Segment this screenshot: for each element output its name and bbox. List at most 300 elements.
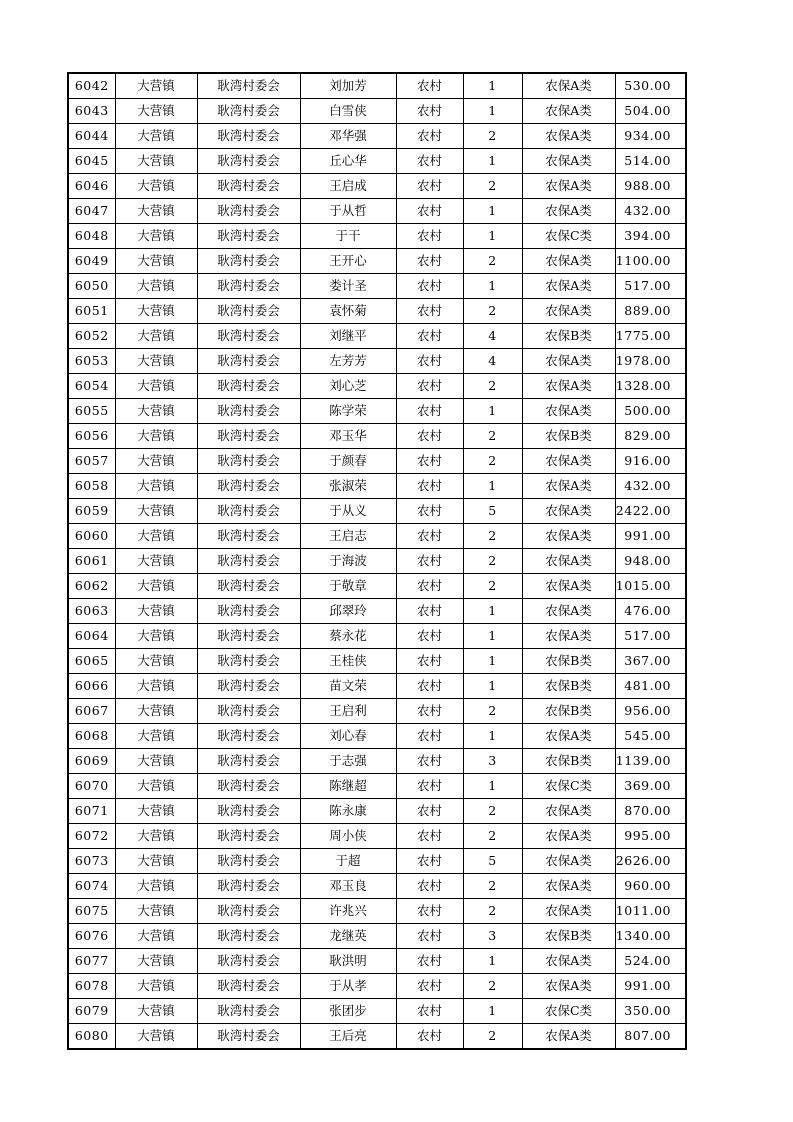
amount-cell: 504.00 [615, 99, 686, 124]
town-cell: 大营镇 [115, 199, 197, 224]
amount-cell: 807.00 [615, 1024, 686, 1050]
household-count-cell: 1 [463, 599, 522, 624]
household-count-cell: 2 [463, 799, 522, 824]
village-committee-cell: 耿湾村委会 [197, 899, 300, 924]
amount-cell: 988.00 [615, 174, 686, 199]
insurance-category-cell: 农保B类 [522, 699, 615, 724]
person-name-cell: 苗文荣 [300, 674, 396, 699]
person-name-cell: 邓玉良 [300, 874, 396, 899]
row-id-cell: 6053 [68, 349, 115, 374]
household-count-cell: 1 [463, 99, 522, 124]
amount-cell: 545.00 [615, 724, 686, 749]
table-row [68, 899, 686, 924]
table-row [68, 424, 686, 449]
town-cell: 大营镇 [115, 999, 197, 1024]
row-id-cell: 6050 [68, 274, 115, 299]
town-cell: 大营镇 [115, 424, 197, 449]
residence-type-cell: 农村 [396, 499, 463, 524]
amount-cell: 1328.00 [615, 374, 686, 399]
village-committee-cell: 耿湾村委会 [197, 774, 300, 799]
town-cell: 大营镇 [115, 324, 197, 349]
table-row [68, 149, 686, 174]
table-row [68, 199, 686, 224]
person-name-cell: 刘心芝 [300, 374, 396, 399]
row-id-cell: 6052 [68, 324, 115, 349]
person-name-cell: 张团步 [300, 999, 396, 1024]
residence-type-cell: 农村 [396, 674, 463, 699]
row-id-cell: 6069 [68, 749, 115, 774]
residence-type-cell: 农村 [396, 799, 463, 824]
amount-cell: 530.00 [615, 73, 686, 99]
village-committee-cell: 耿湾村委会 [197, 999, 300, 1024]
person-name-cell: 娄计圣 [300, 274, 396, 299]
household-count-cell: 1 [463, 199, 522, 224]
residence-type-cell: 农村 [396, 274, 463, 299]
village-committee-cell: 耿湾村委会 [197, 849, 300, 874]
person-name-cell: 于从义 [300, 499, 396, 524]
town-cell: 大营镇 [115, 774, 197, 799]
row-id-cell: 6060 [68, 524, 115, 549]
row-id-cell: 6057 [68, 449, 115, 474]
residence-type-cell: 农村 [396, 99, 463, 124]
residence-type-cell: 农村 [396, 424, 463, 449]
town-cell: 大营镇 [115, 649, 197, 674]
table-row [68, 99, 686, 124]
household-count-cell: 2 [463, 574, 522, 599]
row-id-cell: 6074 [68, 874, 115, 899]
amount-cell: 1015.00 [615, 574, 686, 599]
residence-type-cell: 农村 [396, 124, 463, 149]
residence-type-cell: 农村 [396, 449, 463, 474]
amount-cell: 870.00 [615, 799, 686, 824]
household-count-cell: 1 [463, 674, 522, 699]
table-row [68, 274, 686, 299]
village-committee-cell: 耿湾村委会 [197, 674, 300, 699]
village-committee-cell: 耿湾村委会 [197, 599, 300, 624]
village-committee-cell: 耿湾村委会 [197, 524, 300, 549]
town-cell: 大营镇 [115, 924, 197, 949]
residence-type-cell: 农村 [396, 524, 463, 549]
person-name-cell: 邱翠玲 [300, 599, 396, 624]
row-id-cell: 6068 [68, 724, 115, 749]
row-id-cell: 6042 [68, 73, 115, 99]
row-id-cell: 6077 [68, 949, 115, 974]
person-name-cell: 龙继英 [300, 924, 396, 949]
village-committee-cell: 耿湾村委会 [197, 349, 300, 374]
amount-cell: 432.00 [615, 474, 686, 499]
insurance-category-cell: 农保A类 [522, 599, 615, 624]
town-cell: 大营镇 [115, 724, 197, 749]
insurance-category-cell: 农保B类 [522, 649, 615, 674]
row-id-cell: 6066 [68, 674, 115, 699]
household-count-cell: 3 [463, 924, 522, 949]
amount-cell: 934.00 [615, 124, 686, 149]
insurance-category-cell: 农保A类 [522, 199, 615, 224]
residence-type-cell: 农村 [396, 599, 463, 624]
household-count-cell: 2 [463, 524, 522, 549]
table-row [68, 1024, 686, 1050]
person-name-cell: 周小侠 [300, 824, 396, 849]
person-name-cell: 于从哲 [300, 199, 396, 224]
table-row [68, 849, 686, 874]
table-row [68, 674, 686, 699]
household-count-cell: 2 [463, 124, 522, 149]
table-row [68, 574, 686, 599]
table-row [68, 449, 686, 474]
village-committee-cell: 耿湾村委会 [197, 824, 300, 849]
village-committee-cell: 耿湾村委会 [197, 949, 300, 974]
person-name-cell: 王启志 [300, 524, 396, 549]
insurance-category-cell: 农保A类 [522, 449, 615, 474]
town-cell: 大营镇 [115, 574, 197, 599]
table-row [68, 174, 686, 199]
table-row [68, 324, 686, 349]
town-cell: 大营镇 [115, 399, 197, 424]
village-committee-cell: 耿湾村委会 [197, 749, 300, 774]
amount-cell: 1100.00 [615, 249, 686, 274]
person-name-cell: 于海波 [300, 549, 396, 574]
town-cell: 大营镇 [115, 749, 197, 774]
person-name-cell: 许兆兴 [300, 899, 396, 924]
row-id-cell: 6045 [68, 149, 115, 174]
insurance-category-cell: 农保A类 [522, 874, 615, 899]
household-count-cell: 5 [463, 499, 522, 524]
table-row [68, 249, 686, 274]
village-committee-cell: 耿湾村委会 [197, 924, 300, 949]
insurance-category-cell: 农保B类 [522, 924, 615, 949]
village-committee-cell: 耿湾村委会 [197, 799, 300, 824]
insurance-category-cell: 农保A类 [522, 724, 615, 749]
insurance-category-cell: 农保A类 [522, 124, 615, 149]
row-id-cell: 6062 [68, 574, 115, 599]
village-committee-cell: 耿湾村委会 [197, 1024, 300, 1050]
residence-type-cell: 农村 [396, 774, 463, 799]
village-committee-cell: 耿湾村委会 [197, 149, 300, 174]
household-count-cell: 1 [463, 774, 522, 799]
row-id-cell: 6048 [68, 224, 115, 249]
village-committee-cell: 耿湾村委会 [197, 699, 300, 724]
village-committee-cell: 耿湾村委会 [197, 449, 300, 474]
household-count-cell: 2 [463, 1024, 522, 1050]
amount-cell: 350.00 [615, 999, 686, 1024]
table-row [68, 999, 686, 1024]
row-id-cell: 6049 [68, 249, 115, 274]
row-id-cell: 6067 [68, 699, 115, 724]
household-count-cell: 1 [463, 999, 522, 1024]
household-count-cell: 1 [463, 624, 522, 649]
row-id-cell: 6061 [68, 549, 115, 574]
table-row [68, 799, 686, 824]
amount-cell: 948.00 [615, 549, 686, 574]
insurance-category-cell: 农保A类 [522, 824, 615, 849]
village-committee-cell: 耿湾村委会 [197, 99, 300, 124]
household-count-cell: 5 [463, 849, 522, 874]
amount-cell: 1775.00 [615, 324, 686, 349]
residence-type-cell: 农村 [396, 249, 463, 274]
town-cell: 大营镇 [115, 599, 197, 624]
insurance-category-cell: 农保A类 [522, 474, 615, 499]
residence-type-cell: 农村 [396, 174, 463, 199]
insurance-category-cell: 农保A类 [522, 549, 615, 574]
person-name-cell: 刘加芳 [300, 73, 396, 99]
town-cell: 大营镇 [115, 349, 197, 374]
residence-type-cell: 农村 [396, 899, 463, 924]
row-id-cell: 6073 [68, 849, 115, 874]
village-committee-cell: 耿湾村委会 [197, 499, 300, 524]
town-cell: 大营镇 [115, 799, 197, 824]
table-row [68, 624, 686, 649]
amount-cell: 960.00 [615, 874, 686, 899]
person-name-cell: 蔡永花 [300, 624, 396, 649]
residence-type-cell: 农村 [396, 574, 463, 599]
town-cell: 大营镇 [115, 899, 197, 924]
household-count-cell: 2 [463, 299, 522, 324]
residence-type-cell: 农村 [396, 224, 463, 249]
town-cell: 大营镇 [115, 149, 197, 174]
household-count-cell: 4 [463, 349, 522, 374]
residence-type-cell: 农村 [396, 399, 463, 424]
person-name-cell: 于敬章 [300, 574, 396, 599]
insurance-category-cell: 农保A类 [522, 949, 615, 974]
person-name-cell: 耿洪明 [300, 949, 396, 974]
residence-type-cell: 农村 [396, 149, 463, 174]
town-cell: 大营镇 [115, 299, 197, 324]
residence-type-cell: 农村 [396, 749, 463, 774]
row-id-cell: 6055 [68, 399, 115, 424]
village-committee-cell: 耿湾村委会 [197, 424, 300, 449]
amount-cell: 367.00 [615, 649, 686, 674]
village-committee-cell: 耿湾村委会 [197, 174, 300, 199]
table-row [68, 699, 686, 724]
insurance-category-cell: 农保A类 [522, 174, 615, 199]
household-count-cell: 2 [463, 374, 522, 399]
residence-type-cell: 农村 [396, 849, 463, 874]
table-row [68, 549, 686, 574]
person-name-cell: 王启利 [300, 699, 396, 724]
person-name-cell: 张淑荣 [300, 474, 396, 499]
insurance-category-cell: 农保A类 [522, 299, 615, 324]
row-id-cell: 6076 [68, 924, 115, 949]
insurance-category-cell: 农保A类 [522, 799, 615, 824]
amount-cell: 991.00 [615, 974, 686, 999]
table-row [68, 474, 686, 499]
amount-cell: 500.00 [615, 399, 686, 424]
residence-type-cell: 农村 [396, 374, 463, 399]
insurance-category-cell: 农保A类 [522, 349, 615, 374]
table-row [68, 924, 686, 949]
insurance-category-cell: 农保A类 [522, 1024, 615, 1050]
village-committee-cell: 耿湾村委会 [197, 724, 300, 749]
village-committee-cell: 耿湾村委会 [197, 549, 300, 574]
household-count-cell: 2 [463, 424, 522, 449]
row-id-cell: 6065 [68, 649, 115, 674]
person-name-cell: 王开心 [300, 249, 396, 274]
person-name-cell: 于干 [300, 224, 396, 249]
table-row [68, 299, 686, 324]
table-row [68, 874, 686, 899]
residence-type-cell: 农村 [396, 549, 463, 574]
person-name-cell: 邓华强 [300, 124, 396, 149]
residence-type-cell: 农村 [396, 73, 463, 99]
town-cell: 大营镇 [115, 124, 197, 149]
person-name-cell: 刘继平 [300, 324, 396, 349]
village-committee-cell: 耿湾村委会 [197, 974, 300, 999]
row-id-cell: 6054 [68, 374, 115, 399]
town-cell: 大营镇 [115, 949, 197, 974]
table-body [68, 73, 686, 1049]
person-name-cell: 丘心华 [300, 149, 396, 174]
town-cell: 大营镇 [115, 624, 197, 649]
row-id-cell: 6080 [68, 1024, 115, 1050]
row-id-cell: 6046 [68, 174, 115, 199]
town-cell: 大营镇 [115, 974, 197, 999]
village-committee-cell: 耿湾村委会 [197, 874, 300, 899]
person-name-cell: 白雪侠 [300, 99, 396, 124]
row-id-cell: 6056 [68, 424, 115, 449]
insurance-category-cell: 农保A类 [522, 974, 615, 999]
residence-type-cell: 农村 [396, 624, 463, 649]
table-row [68, 499, 686, 524]
row-id-cell: 6043 [68, 99, 115, 124]
residence-type-cell: 农村 [396, 949, 463, 974]
town-cell: 大营镇 [115, 374, 197, 399]
household-count-cell: 2 [463, 249, 522, 274]
town-cell: 大营镇 [115, 174, 197, 199]
row-id-cell: 6047 [68, 199, 115, 224]
village-committee-cell: 耿湾村委会 [197, 574, 300, 599]
insurance-category-cell: 农保A类 [522, 99, 615, 124]
residence-type-cell: 农村 [396, 299, 463, 324]
household-count-cell: 1 [463, 399, 522, 424]
person-name-cell: 于超 [300, 849, 396, 874]
household-count-cell: 2 [463, 699, 522, 724]
amount-cell: 2422.00 [615, 499, 686, 524]
household-count-cell: 1 [463, 73, 522, 99]
household-count-cell: 1 [463, 274, 522, 299]
row-id-cell: 6072 [68, 824, 115, 849]
residence-type-cell: 农村 [396, 974, 463, 999]
household-count-cell: 1 [463, 149, 522, 174]
table-row [68, 749, 686, 774]
amount-cell: 995.00 [615, 824, 686, 849]
row-id-cell: 6051 [68, 299, 115, 324]
residence-type-cell: 农村 [396, 199, 463, 224]
insurance-category-cell: 农保A类 [522, 374, 615, 399]
table-row [68, 224, 686, 249]
amount-cell: 481.00 [615, 674, 686, 699]
row-id-cell: 6058 [68, 474, 115, 499]
residence-type-cell: 农村 [396, 924, 463, 949]
insurance-category-cell: 农保B类 [522, 749, 615, 774]
row-id-cell: 6078 [68, 974, 115, 999]
amount-cell: 829.00 [615, 424, 686, 449]
insurance-category-cell: 农保A类 [522, 899, 615, 924]
insurance-category-cell: 农保C类 [522, 774, 615, 799]
residence-type-cell: 农村 [396, 349, 463, 374]
village-committee-cell: 耿湾村委会 [197, 374, 300, 399]
household-count-cell: 2 [463, 174, 522, 199]
town-cell: 大营镇 [115, 524, 197, 549]
table-row [68, 824, 686, 849]
insurance-category-cell: 农保B类 [522, 424, 615, 449]
table-row [68, 73, 686, 99]
household-count-cell: 2 [463, 899, 522, 924]
insurance-category-cell: 农保A类 [522, 624, 615, 649]
village-committee-cell: 耿湾村委会 [197, 474, 300, 499]
table-row [68, 374, 686, 399]
insurance-category-cell: 农保C类 [522, 224, 615, 249]
town-cell: 大营镇 [115, 849, 197, 874]
amount-cell: 517.00 [615, 624, 686, 649]
table-row [68, 774, 686, 799]
household-count-cell: 1 [463, 949, 522, 974]
residence-type-cell: 农村 [396, 824, 463, 849]
row-id-cell: 6075 [68, 899, 115, 924]
table-row [68, 949, 686, 974]
household-count-cell: 1 [463, 724, 522, 749]
residence-type-cell: 农村 [396, 1024, 463, 1050]
table-row [68, 524, 686, 549]
amount-cell: 1139.00 [615, 749, 686, 774]
insurance-category-cell: 农保A类 [522, 73, 615, 99]
row-id-cell: 6063 [68, 599, 115, 624]
person-name-cell: 邓玉华 [300, 424, 396, 449]
table-row [68, 599, 686, 624]
person-name-cell: 左芳芳 [300, 349, 396, 374]
person-name-cell: 王启成 [300, 174, 396, 199]
household-count-cell: 2 [463, 449, 522, 474]
row-id-cell: 6071 [68, 799, 115, 824]
amount-cell: 956.00 [615, 699, 686, 724]
village-committee-cell: 耿湾村委会 [197, 249, 300, 274]
person-name-cell: 刘心春 [300, 724, 396, 749]
insurance-category-cell: 农保A类 [522, 399, 615, 424]
allowance-table [67, 72, 687, 1050]
amount-cell: 991.00 [615, 524, 686, 549]
row-id-cell: 6064 [68, 624, 115, 649]
town-cell: 大营镇 [115, 73, 197, 99]
residence-type-cell: 农村 [396, 699, 463, 724]
person-name-cell: 于颜春 [300, 449, 396, 474]
insurance-category-cell: 农保C类 [522, 999, 615, 1024]
person-name-cell: 陈永康 [300, 799, 396, 824]
village-committee-cell: 耿湾村委会 [197, 199, 300, 224]
person-name-cell: 陈继超 [300, 774, 396, 799]
insurance-category-cell: 农保B类 [522, 674, 615, 699]
table-row [68, 399, 686, 424]
insurance-category-cell: 农保B类 [522, 324, 615, 349]
village-committee-cell: 耿湾村委会 [197, 224, 300, 249]
person-name-cell: 袁怀菊 [300, 299, 396, 324]
row-id-cell: 6044 [68, 124, 115, 149]
household-count-cell: 1 [463, 474, 522, 499]
town-cell: 大营镇 [115, 874, 197, 899]
town-cell: 大营镇 [115, 274, 197, 299]
residence-type-cell: 农村 [396, 649, 463, 674]
town-cell: 大营镇 [115, 499, 197, 524]
residence-type-cell: 农村 [396, 324, 463, 349]
table-row [68, 124, 686, 149]
amount-cell: 916.00 [615, 449, 686, 474]
town-cell: 大营镇 [115, 249, 197, 274]
insurance-category-cell: 农保A类 [522, 499, 615, 524]
town-cell: 大营镇 [115, 224, 197, 249]
town-cell: 大营镇 [115, 1024, 197, 1050]
insurance-category-cell: 农保A类 [522, 249, 615, 274]
insurance-category-cell: 农保A类 [522, 524, 615, 549]
amount-cell: 889.00 [615, 299, 686, 324]
person-name-cell: 王桂侠 [300, 649, 396, 674]
